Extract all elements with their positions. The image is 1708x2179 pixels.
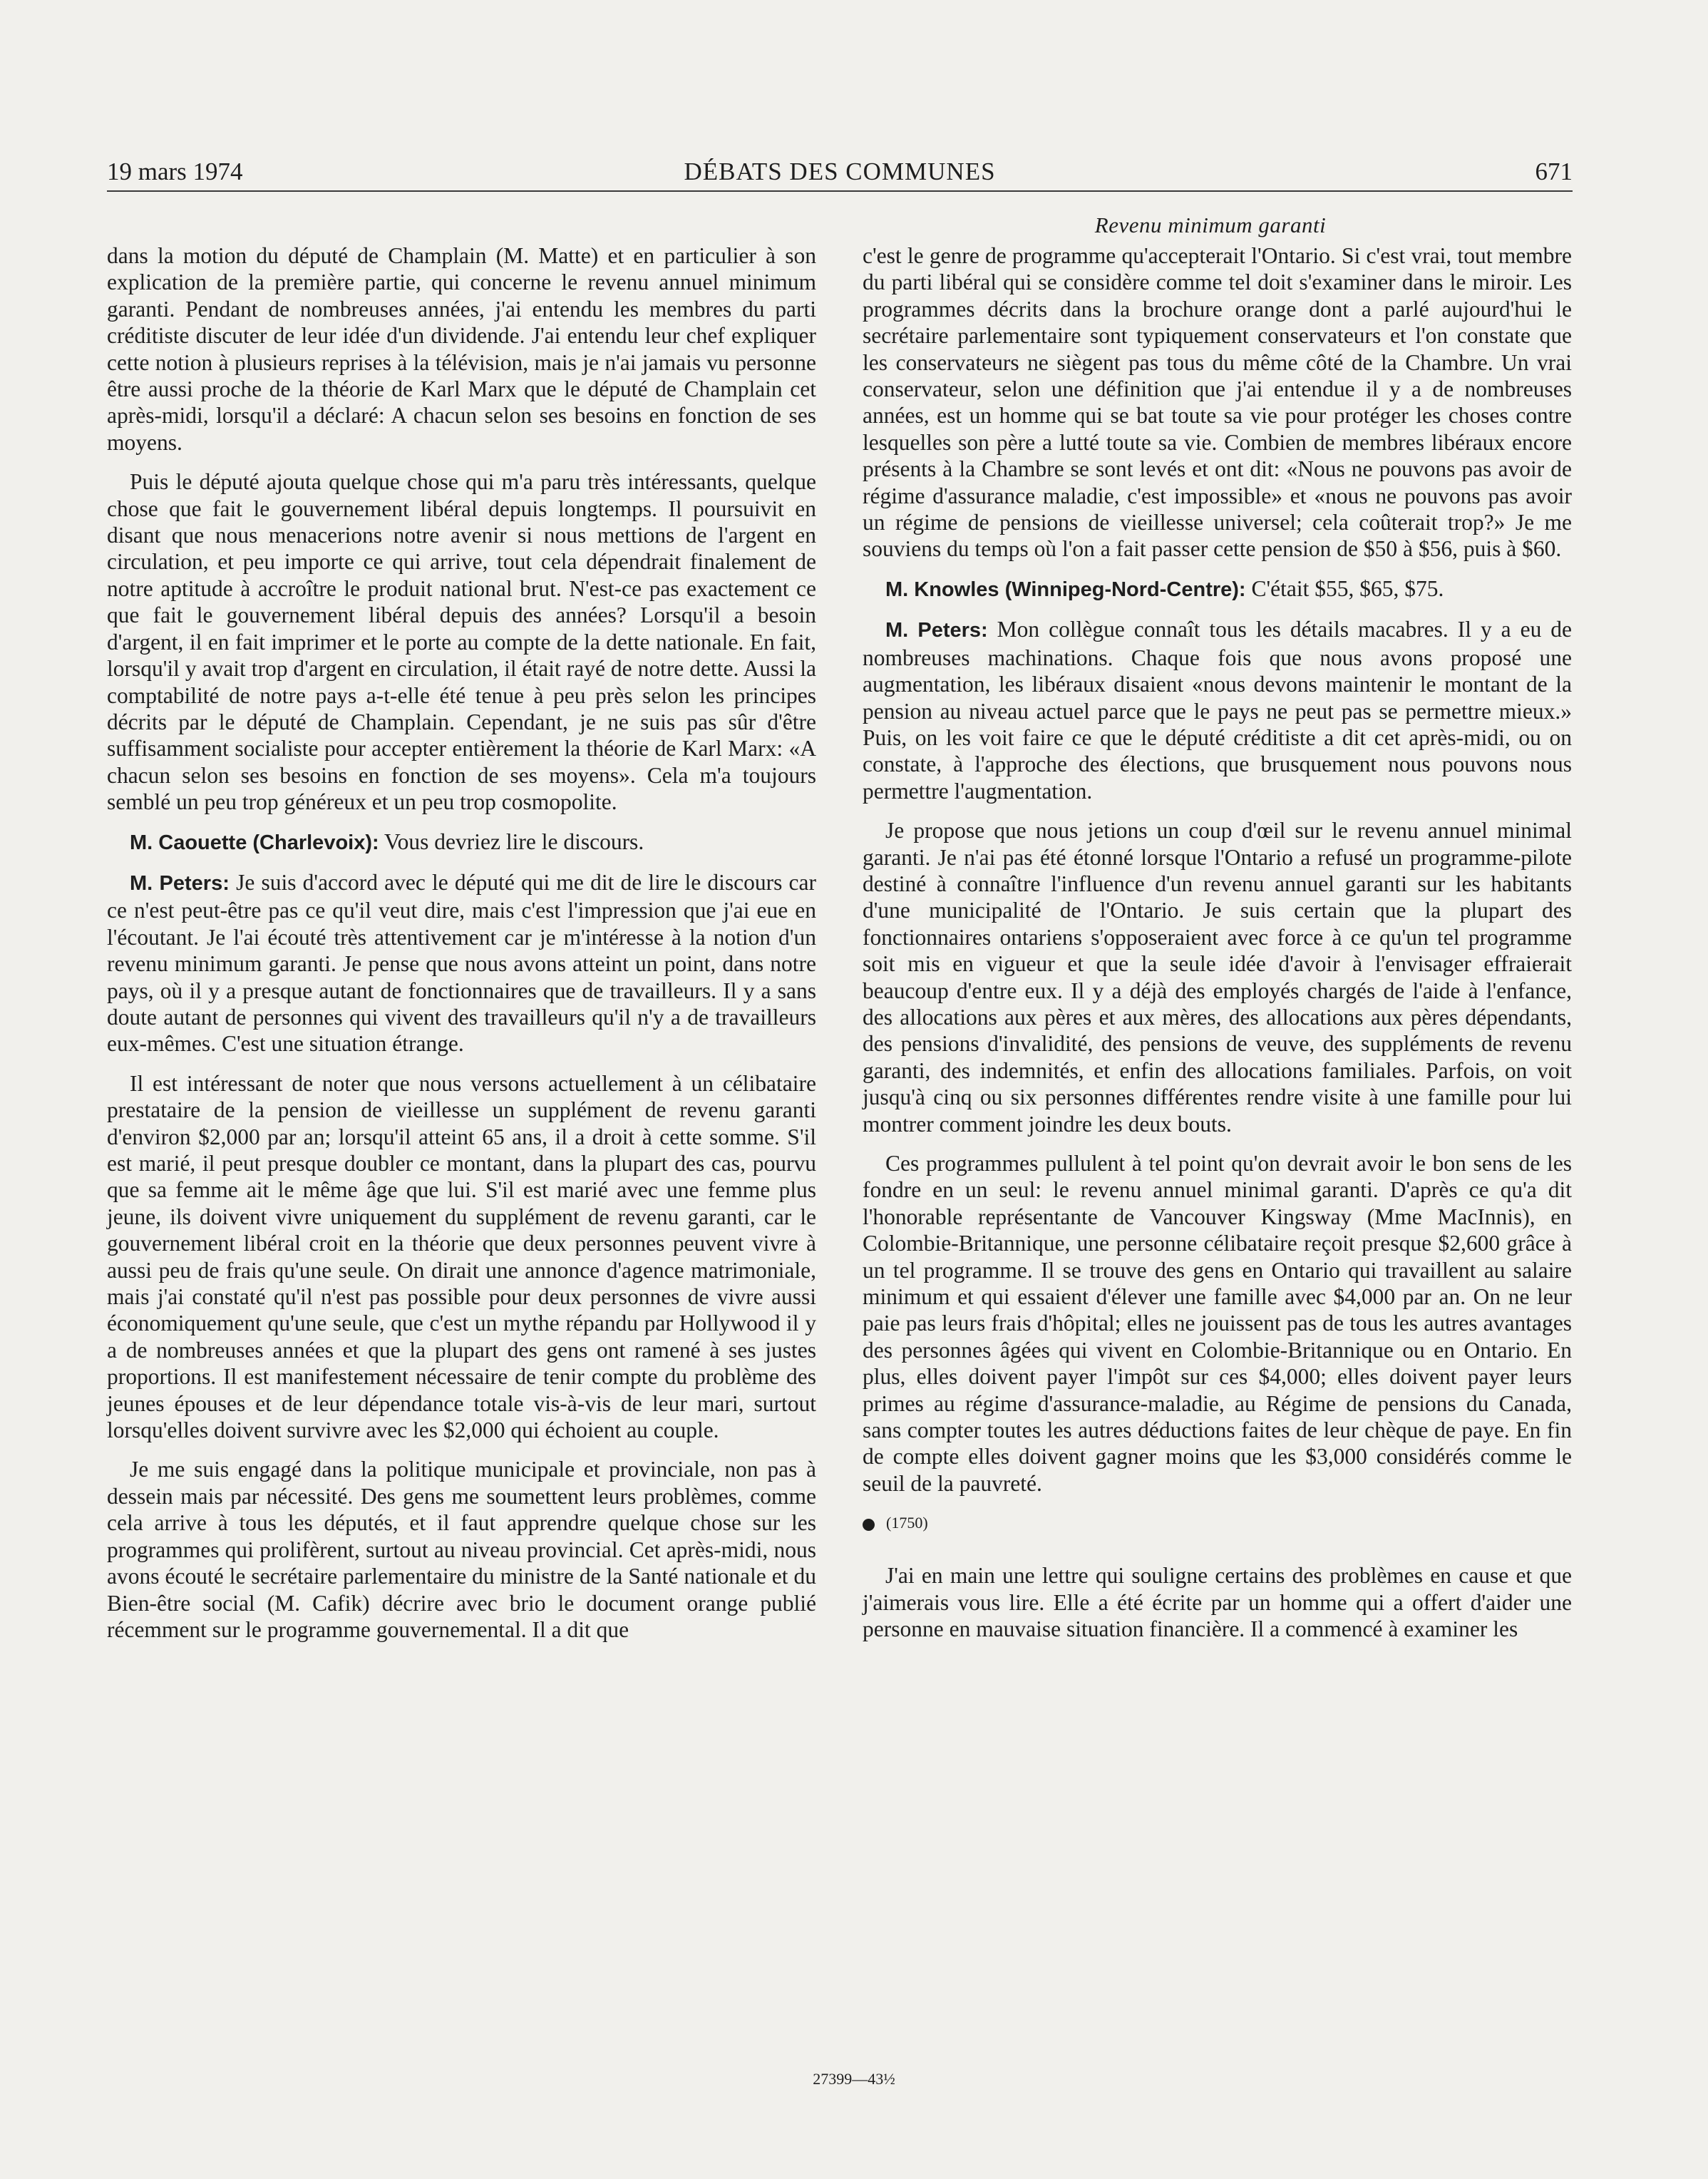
right-column	[863, 242, 1572, 1656]
header-date: 19 mars 1974	[107, 158, 243, 185]
page-footer: 27399—43½	[813, 2070, 895, 2088]
speaker-name: M. Peters:	[885, 619, 988, 642]
paragraph: Il est intéressant de noter que nous versons actuellement à un célibataire prestataire de la pension de vieillesse un supplément de revenu garanti d'environ $2,000 par an; lorsqu'il atteint 65 ans, il a droit à cette somme. S'il est marié, il peut presque doubler ce montant, dans la plupart des cas, pourvu que sa femme ait le même âge que lui. S'il est marié avec une femme plus jeune, ils doivent vivre uniquement du supplément de revenu garanti, car le gouvernement libéral croit en la théorie que deux personnes peuvent vivre à aussi peu de frais qu'une seule. On dirait une annonce d'agence matrimoniale, mais j'ai constaté qu'il n'est pas possible pour deux personnes de vivre aussi économiquement qu'une seule, que c'est un mythe répandu par Hollywood il y a de nombreuses années et que la plupart des gens ont ramené à ses justes proportions. Il est manifestement nécessaire de tenir compte du problème des jeunes épouses et de leur dépendance totale vis-à-vis de leur mari, surtout lorsqu'elles doivent survivre avec les $2,000 qui échoient au couple.	[107, 1070, 816, 1443]
speaker-name: M. Knowles (Winnipeg-Nord-Centre):	[885, 578, 1246, 601]
speech	[107, 829, 816, 856]
paragraph: c'est le genre de programme qu'accepterait l'Ontario. Si c'est vrai, tout membre du parti libéral qui se considère comme tel doit s'examiner dans le miroir. Les programmes décrits dans la brochure orange dont a parlé aujourd'hui le secrétaire parlementaire sont typiquement conservateurs et l'on constate que les conservateurs ne siègent pas tous du même côté de la Chambre. Un vrai conservateur, selon une définition que j'ai entendue il y a de nombreuses années, est un homme qui se bat toute sa vie pour protéger les choses contre lesquelles son père a lutté toute sa vie. Combien de membres libéraux encore présents à la Chambre se sont levés et ont dit: «Nous ne pouvons pas avoir de régime d'assurance maladie, c'est impossible» et «nous ne pouvons pas avoir un régime de pensions de vieillesse universel; cela coûterait trop?» Je me souviens du temps où l'on a fait passer cette pension de $50 à $56, puis à $60.	[863, 243, 1572, 562]
page-header	[107, 153, 1573, 192]
paragraph: J'ai en main une lettre qui souligne certains des problèmes en cause et que j'aimerais vous lire. Elle a été écrite par un homme qui a offert d'aider une personne en mauvaise situation financière. Il a commencé à examiner les	[863, 1563, 1572, 1642]
speech	[107, 869, 816, 1057]
running-head: Revenu minimum garanti	[1094, 212, 1327, 237]
speech-text: C'était $55, $65, $75.	[1251, 575, 1444, 601]
time-marker	[863, 1512, 1572, 1534]
speech	[863, 575, 1572, 603]
speaker-name: M. Peters:	[130, 871, 230, 895]
speech-text: Je suis d'accord avec le député qui me dit de lire le discours car ce n'est peut-être pas ce qu'il veut dire, mais c'est l'impression que j'ai eue en l'écoutant. Je l'ai écouté très attentivement car je m'intéresse à la notion d'un revenu minimum garanti. Je pense que nous avons atteint un point, dans notre pays, où il y a presque autant de fonctionnaires que de travailleurs. Il y a sans doute autant de personnes qui vivent des travailleurs qu'il n'y a de travailleurs eux-mêmes. C'est une situation étrange.	[107, 869, 816, 1057]
paragraph: Je me suis engagé dans la politique municipale et provinciale, non pas à dessein mais par nécessité. Des gens me soumettent leurs problèmes, comme cela arrive à tous les députés, et il faut apprendre quelque chose sur les programmes qui prolifèrent, surtout au niveau provincial. Cet après-midi, nous avons écouté le secrétaire parlementaire du ministre de la Santé nationale et du Bien-être social (M. Cafik) décrire avec brio le document orange publié récemment sur le programme gouvernemental. Il a dit que	[107, 1457, 816, 1642]
bullet-icon	[863, 1519, 875, 1531]
paragraph: Puis le député ajouta quelque chose qui m'a paru très intéressants, quelque chose que fait le gouvernement libéral depuis longtemps. Il poursuivit en disant que nous menacerions notre avenir si nous mettions de l'argent en circulation, et peu importe ce qui arrive, tout cela dépendrait finalement de notre aptitude à accroître le produit national brut. N'est-ce pas exactement ce que fait le gouvernement libéral depuis des années? Lorsqu'il a besoin d'argent, il en fait imprimer et le porte au compte de la dette nationale. En fait, lorsqu'il y avait trop d'argent en circulation, il était rayé de notre dette. Aussi la comptabilité de notre pays a-t-elle été tenue à peu près selon les principes décrits par le député de Champlain. Cependant, je ne suis pas sûr d'être suffisamment socialiste pour accepter entièrement la théorie de Karl Marx: «A chacun selon ses besoins en fonction de ses moyens». Cela m'a toujours semblé un peu trop généreux et un peu trop cosmopolite.	[107, 469, 816, 815]
paragraph: dans la motion du député de Champlain (M. Matte) et en particulier à son explication de la première partie, qui concerne le revenu annuel minimum garanti. Pendant de nombreuses années, j'ai entendu les membres du parti créditiste discuter de leur idée d'un dividende. J'ai entendu leur chef expliquer cette notion à plusieurs reprises à la télévision, mais je n'ai jamais vu personne être aussi proche de la théorie de Karl Marx que le député de Champlain cet après-midi, lorsqu'il a déclaré: A chacun selon ses besoins en fonction de ses moyens.	[107, 243, 816, 455]
speech-text: Vous devriez lire le discours.	[384, 829, 644, 854]
speech-text: Mon collègue connaît tous les détails macabres. Il y a eu de nombreuses machinations. Chaque fois que nous avons proposé une augmentation, les libéraux disaient «nous devons maintenir le montant de la pension au niveau actuel parce que le pays ne peut pas se permettre mieux.» Puis, on les voit faire ce que le député créditiste a dit cet après-midi, ou on constate, à l'approche des élections, que brusquement nous pouvons nous permettre l'augmentation.	[863, 617, 1572, 804]
left-column	[107, 242, 816, 1656]
speech	[863, 616, 1572, 804]
time-marker-text: (1750)	[886, 1514, 928, 1532]
header-page-number: 671	[1535, 158, 1573, 185]
header-title: DÉBATS DES COMMUNES	[684, 158, 996, 185]
paragraph: Ces programmes pullulent à tel point qu'on devrait avoir le bon sens de les fondre en un seul: le revenu annuel minimal garanti. D'après ce qu'a dit l'honorable représentante de Vancouver Kingsway (Mme MacInnis), en Colombie-Britannique, une personne célibataire reçoit presque $2,600 grâce à un tel programme. Il se trouve des gens en Ontario qui travaillent au salaire minimum et qui essaient d'élever une famille avec $4,000 par an. On ne leur paie pas leurs frais d'hôpital; elles ne jouissent pas de tous les autres avantages des personnes âgées qui vivent en Colombie-Britannique ou en Ontario. En plus, elles doivent payer l'impôt sur ces $4,000; elles doivent payer leurs primes au régime d'assurance-maladie, au Régime de pensions du Canada, sans compter toutes les autres déductions faites de leur chèque de paye. En fin de compte elles doivent gagner moins que les $3,000 considérés comme le seuil de la pauvreté.	[863, 1151, 1572, 1496]
paragraph: Je propose que nous jetions un coup d'œil sur le revenu annuel minimal garanti. Je n'ai pas été étonné lorsque l'Ontario a refusé un programme-pilote destiné à connaître l'influence d'un revenu annuel garanti sur les habitants d'une municipalité de l'Ontario. Je suis certain que la plupart des fonctionnaires ontariens s'opposeraient avec force à ce qu'un tel programme soit mis en vigueur et que la seule idée d'avoir à l'envisager effraierait beaucoup d'entre eux. Il y a déjà des employés chargés de l'aide à l'enfance, des allocations aux pères et aux mères, des allocations aux pères dépendants, des pensions d'invalidité, des pensions de veuve, des suppléments de revenu garanti, des indemnités, et enfin des allocations familiales. Parfois, on voit jusqu'à cinq ou six personnes différentes rendre visite à une famille pour lui montrer comment joindre les deux bouts.	[863, 818, 1572, 1137]
speaker-name: M. Caouette (Charlevoix):	[130, 831, 379, 854]
